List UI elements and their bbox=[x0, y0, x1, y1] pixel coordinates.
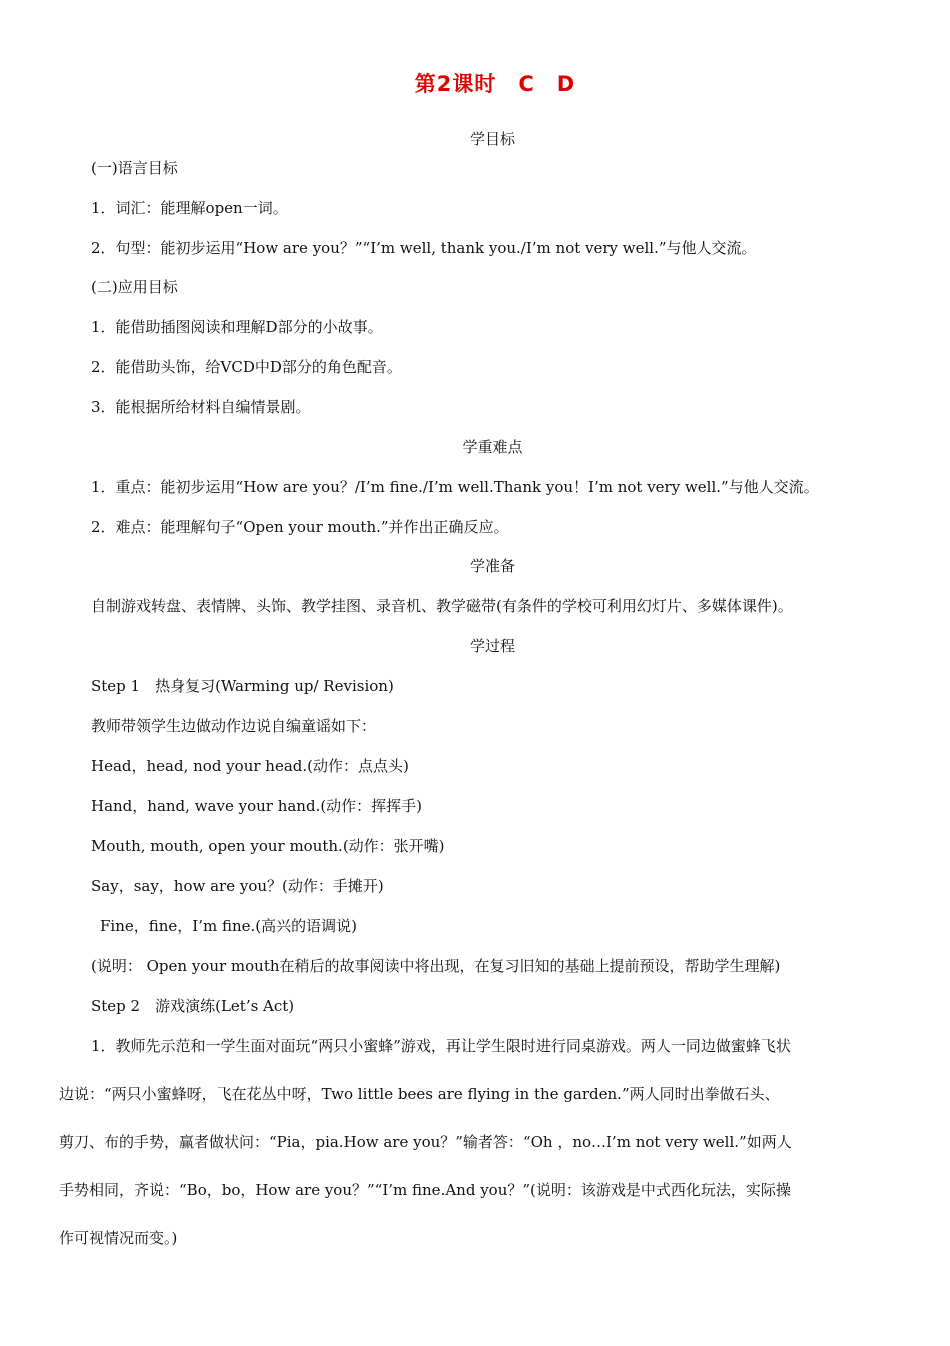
language-objectives-heading: (一)语言目标 bbox=[91, 159, 178, 177]
chant-line: Fine，fine，I’m fine.(高兴的语调说) bbox=[100, 917, 357, 935]
application-objectives-heading: (二)应用目标 bbox=[91, 278, 178, 296]
key-point-item: 1．重点：能初步运用“How are you？/I’m fine./I’m well.Thank you！I’m not very well.”与他人交流。 bbox=[91, 478, 819, 496]
section-heading-objectives: 学目标 bbox=[469, 130, 515, 148]
step-2-paragraph-line: 1．教师先示范和一学生面对面玩“两只小蜜蜂”游戏，再让学生限时进行同桌游戏。两人一同边做蜜蜂飞状 bbox=[91, 1037, 791, 1055]
step-2-paragraph-line: 剪刀、布的手势，赢者做状问：“Pia，pia.How are you？”输者答：“Oh ，no…I’m not very well.”如两人 bbox=[59, 1133, 792, 1151]
application-objective-item: 2．能借助头饰，给VCD中D部分的角色配音。 bbox=[91, 358, 402, 376]
language-objective-item: 1．词汇：能理解open一词。 bbox=[91, 199, 288, 217]
step-2-heading: Step 2 游戏演练(Let’s Act) bbox=[91, 997, 295, 1015]
chant-line: Head，head, nod your head.(动作：点点头) bbox=[91, 757, 409, 775]
application-objective-item: 3．能根据所给材料自编情景剧。 bbox=[91, 398, 311, 416]
chant-line: Mouth, mouth, open your mouth.(动作：张开嘴) bbox=[91, 837, 445, 855]
chant-line: Say，say，how are you？(动作：手摊开) bbox=[91, 877, 384, 895]
lesson-title: 第2课时 C D bbox=[414, 72, 576, 96]
preparation-text: 自制游戏转盘、表情牌、头饰、教学挂图、录音机、教学磁带(有条件的学校可利用幻灯片、多媒体课件)。 bbox=[91, 597, 793, 615]
chant-line: Hand，hand, wave your hand.(动作：挥挥手) bbox=[91, 797, 423, 815]
section-heading-preparation: 学准备 bbox=[469, 557, 515, 575]
step-2-paragraph-line: 边说：“两只小蜜蜂呀，飞在花丛中呀，Two little bees are flying in the garden.”两人同时出拳做石头、 bbox=[59, 1085, 780, 1103]
step-2-paragraph-line: 作可视情况而变。) bbox=[59, 1229, 178, 1247]
step-2-paragraph-line: 手势相同，齐说：“Bo，bo，How are you？”“I’m fine.And you？”(说明：该游戏是中式西化玩法，实际操 bbox=[59, 1181, 791, 1199]
key-point-item: 2．难点：能理解句子“Open your mouth.”并作出正确反应。 bbox=[91, 518, 509, 536]
step-1-note: (说明： Open your mouth在稍后的故事阅读中将出现，在复习旧知的基础上提前预设，帮助学生理解) bbox=[91, 957, 781, 975]
application-objective-item: 1．能借助插图阅读和理解D部分的小故事。 bbox=[91, 318, 383, 336]
language-objective-item: 2．句型：能初步运用“How are you？”“I’m well, thank you./I’m not very well.”与他人交流。 bbox=[91, 239, 757, 257]
section-heading-process: 学过程 bbox=[469, 637, 515, 655]
step-1-intro: 教师带领学生边做动作边说自编童谣如下： bbox=[91, 717, 377, 735]
step-1-heading: Step 1 热身复习(Warming up/ Revision) bbox=[91, 677, 394, 695]
section-heading-key-points: 学重难点 bbox=[462, 438, 523, 456]
